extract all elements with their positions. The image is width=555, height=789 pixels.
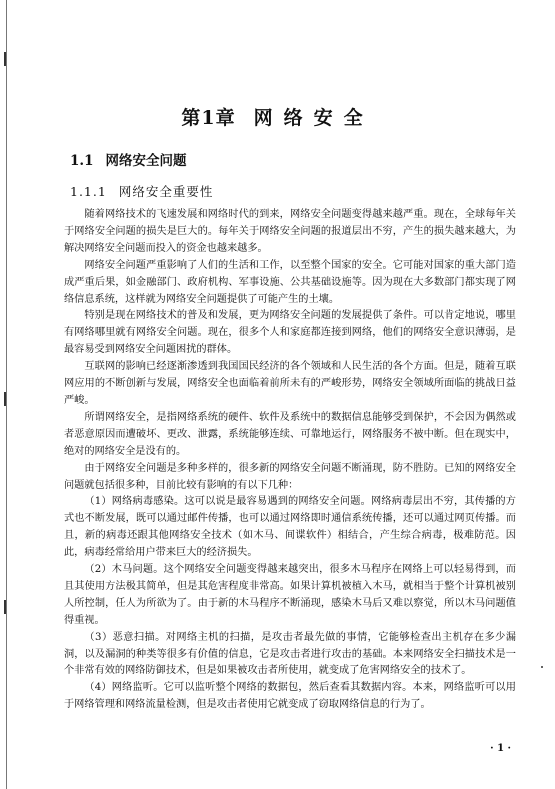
subsection-name: 网络安全重要性 [118,184,214,199]
chapter-number: 第1章 [181,107,236,129]
paragraph: 特别是现在网络技术的普及和发展，更为网络安全问题的发展提供了条件。可以肯定地说，哪里有网络哪里就有网络安全问题。现在，很多个人和家庭都连接到网络，他们的网络安全意识薄弱，是最容易受到网络安全问题困扰的群体。 [64,310,516,356]
paragraph: 互联网的影响已经逐渐渗透到我国国民经济的各个领域和人民生活的各个方面。但是，随着互联网应用的不断创新与发展，网络安全也面临着前所未有的严峻形势，网络安全领域所面临的挑战日益严峻。 [64,361,516,406]
paragraph: 由于网络安全问题是多种多样的，很多新的网络安全问题不断涌现，防不胜防。已知的网络安全问题就包括很多种，目前比较有影响的有以下几种： [64,462,516,491]
binding-mark [4,600,6,614]
paragraph: 随着网络技术的飞速发展和网络时代的到来，网络安全问题变得越来越严重。现在，全球每年关于网络安全问题的损失是巨大的。每年关于网络安全问题的报道层出不穷，产生的损失越来越大，为解决网络安全问题而投入的资金也越来越多。 [64,209,516,254]
section-title [70,149,187,169]
binding-mark [4,392,6,406]
paragraph: 所谓网络安全，是指网络系统的硬件、软件及系统中的数据信息能够受到保护，不会因为偶然或者恶意原因而遭破坏、更改、泄露，系统能够连续、可靠地运行，网络服务不被中断。但在现实中，绝对的网络安全是没有的。 [64,411,516,457]
subsection-title [70,182,213,200]
section-number: 1.1 [70,153,94,169]
paragraph: （4）网络监听。它可以监听整个网络的数据包，然后查看其数据内容。本来，网络监听可以用于网络管理和网络流量检测，但是攻击者使用它就变成了窃取网络信息的行为了。 [64,682,516,711]
paragraph: （1）网络病毒感染。这可以说是最容易遇到的网络安全问题。网络病毒层出不穷，其传播的方式也不断发展，既可以通过邮件传播，也可以通过网络即时通信系统传播，还可以通过网页传播。而且，新的病毒还跟其他网络安全技术（如木马、间谍软件）相结合，产生综合病毒，极难防范。因此，病毒经常给用户带来巨大的经济损失。 [64,496,516,559]
paragraph: 网络安全问题严重影响了人们的生活和工作，以至整个国家的安全。它可能对国家的重大部门造成严重后果，如金融部门、政府机构、军事设施、公共基础设施等。因为现在大多数部门都实现了网络信息系统，这样就为网络安全问题提供了可能产生的土壤。 [64,259,516,305]
chapter-name: 网络安全 [253,107,374,129]
stray-dot [541,666,543,668]
section-name: 网络安全问题 [105,153,187,169]
chapter-title [0,103,555,130]
body-text [64,207,516,714]
binding-mark [4,52,6,66]
page-number: · 1 · [490,743,511,754]
paragraph: （2）木马问题。这个网络安全问题变得越来越突出，很多木马程序在网络上可以轻易得到，而且其使用方法极其简单，但是其危害程度非常高。如果计算机被植入木马，就相当于整个计算机被别人所控制，任人为所欲为了。由于新的木马程序不断涌现，感染木马后又难以察觉，所以木马问题值得重视。 [64,564,516,626]
subsection-number: 1.1.1 [70,184,107,199]
paragraph: （3）恶意扫描。对网络主机的扫描，是攻击者最先做的事情，它能够检查出主机存在多少漏洞，以及漏洞的种类等很多有价值的信息，它是攻击者进行攻击的基础。本来网络安全扫描技术是一个非常有效的网络防御技术，但是如果被攻击者所使用，就变成了危害网络安全的技术了。 [64,631,516,677]
